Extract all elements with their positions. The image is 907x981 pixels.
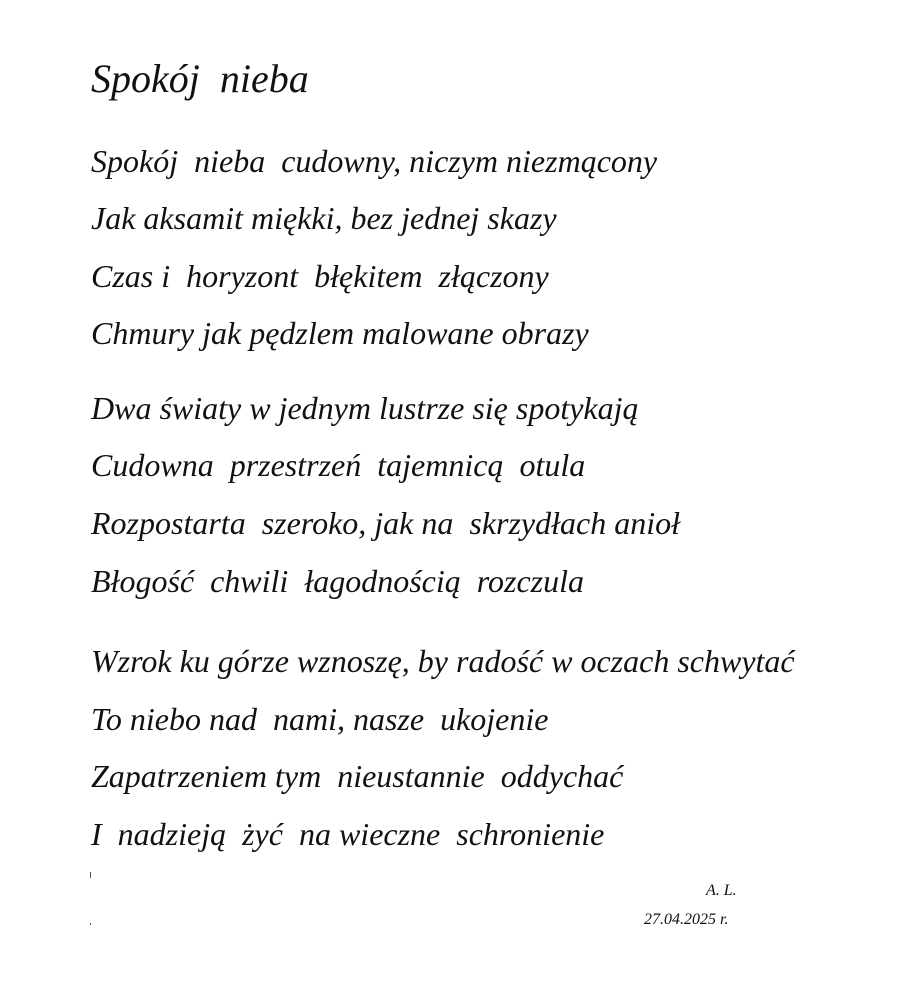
poem-title: Spokój nieba [91,56,309,101]
stray-mark [90,923,91,925]
poem-line: Wzrok ku górze wznoszę, by radość w oczach schwytać [91,643,795,679]
signature-date: 27.04.2025 r. [644,911,729,928]
poem-line: Spokój nieba cudowny, niczym niezmącony [91,143,658,179]
poem-line: I nadzieją żyć na wieczne schronienie [91,816,605,852]
poem-line: Błogość chwili łagodnością rozczula [91,563,585,599]
stray-mark [90,872,91,878]
poem-line: Dwa światy w jednym lustrze się spotykają [91,390,639,426]
poem-line: Jak aksamit miękki, bez jednej skazy [91,200,557,236]
poem-line: Cudowna przestrzeń tajemnicą otula [91,447,586,483]
poem-line: Rozpostarta szeroko, jak na skrzydłach anioł [91,505,680,541]
poem-line: Czas i horyzont błękitem złączony [91,258,549,294]
poem-line: Chmury jak pędzlem malowane obrazy [91,315,589,351]
poem-line: To niebo nad nami, nasze ukojenie [91,701,549,737]
signature-initials: A. L. [706,882,737,899]
poem-line: Zapatrzeniem tym nieustannie oddychać [91,758,624,794]
